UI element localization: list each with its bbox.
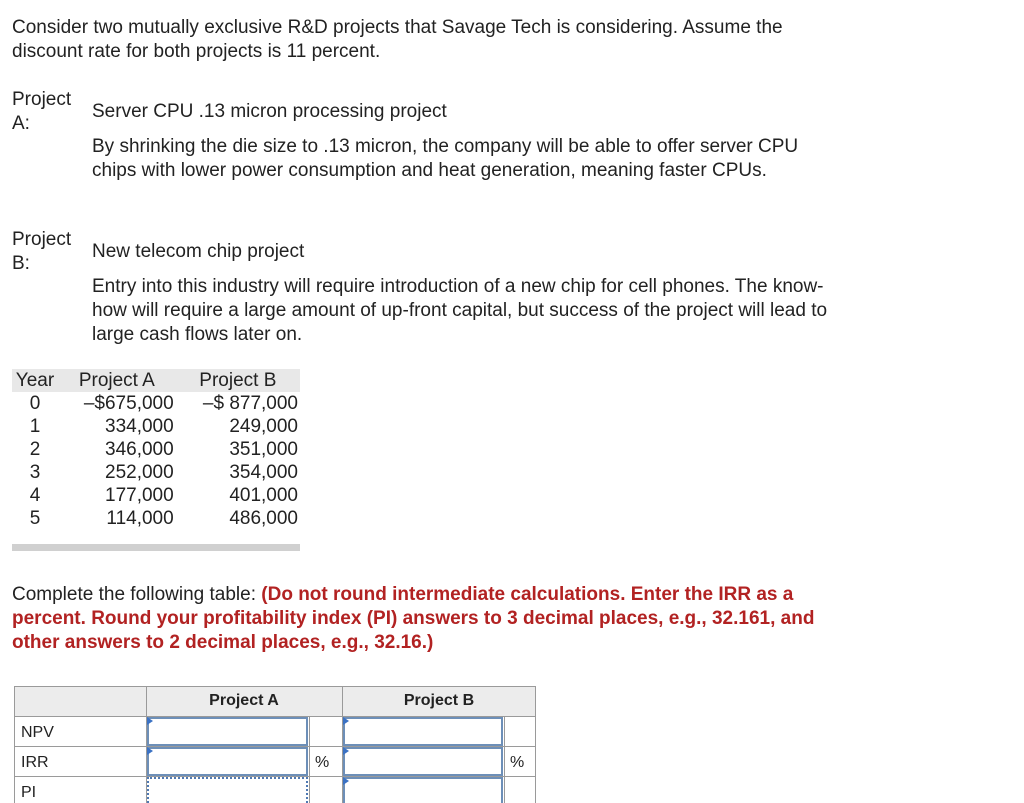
project-a-cash-flow: 334,000 [105, 416, 174, 437]
grid-line [14, 686, 536, 687]
npv-project-b-input[interactable] [343, 717, 503, 746]
year-cell: 2 [29, 439, 41, 460]
table-row [12, 484, 300, 507]
project-a-cash-flow: 177,000 [105, 485, 174, 506]
project-a-description: By shrinking the die size to .13 micron, the company will be able to offer server CPU chips with lower power consumption and heat generation, meaning faster CPUs. [92, 136, 799, 181]
project-a-cash-flow: –$675,000 [83, 393, 174, 414]
header-project-b: Project B [176, 369, 300, 392]
column-header-project-a: Project A [209, 692, 279, 709]
instructions-lead: Complete the following table: [12, 584, 262, 605]
grid-line [14, 686, 15, 803]
table-row [12, 461, 300, 484]
column-header-project-b: Project B [403, 692, 475, 709]
grid-line [309, 716, 310, 803]
year-cell: 3 [29, 462, 41, 483]
input-marker-icon [147, 717, 153, 725]
project-a-cash-flow: 114,000 [106, 508, 174, 529]
project-b-cash-flow: 401,000 [229, 485, 298, 506]
input-marker-icon [343, 747, 349, 755]
header-year: Year [12, 369, 58, 392]
project-b-description: Entry into this industry will require introduction of a new chip for cell phones. The know-how will require a large amount of up-front capital, but success of the project will lead to large cash flows later on. [92, 276, 828, 345]
problem-intro: Consider two mutually exclusive R&D projects that Savage Tech is considering. Assume the discount rate for both projects is 11 percent. [12, 17, 783, 62]
header-project-a: Project A [58, 369, 176, 392]
table-row [12, 415, 300, 438]
project-a-cash-flow: 346,000 [105, 439, 174, 460]
irr-project-b-percent-sign: % [510, 754, 525, 771]
input-marker-icon [147, 747, 153, 755]
year-cell: 5 [29, 508, 41, 529]
project-b-title: New telecom chip project [92, 241, 305, 262]
input-marker-icon [343, 777, 349, 785]
irr-project-a-input[interactable] [147, 747, 308, 776]
answer-table [14, 686, 536, 803]
table-row [12, 438, 300, 461]
irr-project-a-percent-sign: % [315, 754, 330, 771]
project-b-cash-flow: 249,000 [229, 416, 298, 437]
instructions [12, 583, 832, 655]
row-label-npv: NPV [21, 724, 54, 741]
project-b-cash-flow: 351,000 [229, 439, 298, 460]
project-a-title: Server CPU .13 micron processing project [92, 101, 447, 122]
row-label-pi: PI [21, 784, 37, 801]
pi-project-b-input[interactable] [343, 777, 503, 803]
project-b-cash-flow: 486,000 [229, 508, 298, 529]
table-row [12, 392, 300, 415]
project-a-cash-flow: 252,000 [105, 462, 174, 483]
cash-flow-table [12, 369, 300, 530]
project-b-label: Project B: [12, 229, 72, 274]
grid-line [504, 716, 505, 803]
cash-flow-header-row [12, 369, 300, 392]
input-marker-icon [343, 717, 349, 725]
table-bottom-bar [12, 544, 300, 551]
irr-project-b-input[interactable] [343, 747, 503, 776]
project-b-cash-flow: –$ 877,000 [202, 393, 298, 414]
row-label-irr: IRR [21, 754, 49, 771]
year-cell: 4 [29, 485, 41, 506]
project-a-label: Project A: [12, 89, 72, 134]
table-row [12, 507, 300, 530]
pi-project-a-input[interactable] [147, 777, 308, 803]
project-b-cash-flow: 354,000 [229, 462, 298, 483]
instructions-note: (Do not round intermediate calculations. Enter the IRR as a percent. Round your profitability index (PI) answers to 3 decimal places, e.g., 32.161, and other answers to 2 decimal places, e.g., 32.16.) [12, 584, 815, 653]
year-cell: 1 [29, 416, 41, 437]
npv-project-a-input[interactable] [147, 717, 308, 746]
year-cell: 0 [29, 393, 41, 414]
